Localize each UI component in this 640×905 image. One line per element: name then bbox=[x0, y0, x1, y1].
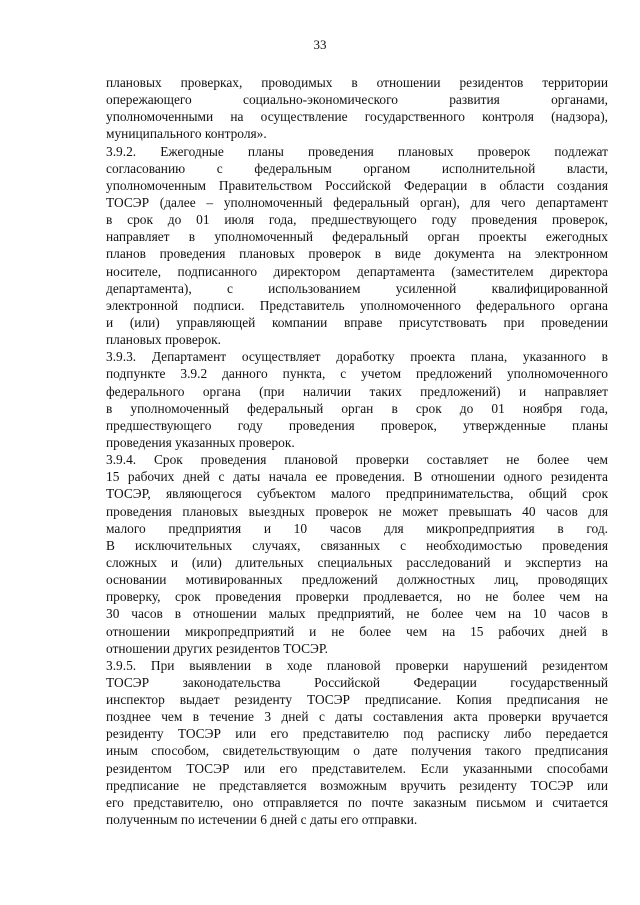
text-line: отношении микропредприятий и не более чем на 15 рабочих дней в bbox=[106, 623, 608, 639]
text-line: резиденту ТОСЭР или его представителю под расписку либо передается bbox=[106, 726, 608, 742]
text-line: департамента), с использованием усиленной квалифицированной bbox=[106, 280, 608, 296]
text-line: электронной подписи. Представитель уполномоченного федерального органа bbox=[106, 297, 608, 313]
text-line: 15 рабочих дней с даты начала ее проведения. В отношении одного резидента bbox=[106, 469, 608, 485]
page-number: 33 bbox=[313, 37, 327, 52]
text-line: 3.9.5. При выявлении в ходе плановой проверки нарушений резидентом bbox=[106, 657, 608, 673]
text-line: проверку, срок проведения проверки продлевается, но не более чем на bbox=[106, 589, 608, 605]
text-line: плановых проверках, проводимых в отношении резидентов территории bbox=[106, 75, 608, 90]
text-line: отношении других резидентов ТОСЭР. bbox=[106, 640, 329, 656]
text-line: резидентом ТОСЭР или его представителем. Если указанными способами bbox=[106, 760, 608, 776]
text-line: ТОСЭР, являющегося субъектом малого предпринимательства, общий срок bbox=[106, 486, 608, 502]
text-line: в срок до 01 июля года, предшествующего году проведения проверок, bbox=[106, 212, 608, 228]
text-line: уполномоченными на осуществление государственного контроля (надзора), bbox=[106, 109, 608, 125]
text-line: плановых проверок. bbox=[106, 332, 222, 348]
text-line: инспектор выдает резиденту ТОСЭР предписание. Копия предписания не bbox=[106, 692, 608, 708]
text-line: позднее чем в течение 3 дней с даты составления акта проверки вручается bbox=[106, 709, 608, 725]
text-line: основании мотивированных предложений должностных лиц, проводящих bbox=[106, 572, 608, 588]
text-line: муниципального контроля». bbox=[106, 126, 267, 142]
text-line: 3.9.2. Ежегодные планы проведения плановых проверок подлежат bbox=[106, 143, 608, 159]
text-line: проведения указанных проверок. bbox=[106, 434, 295, 450]
text-line: 30 часов в отношении малых предприятий, не более чем на 10 часов в bbox=[106, 606, 608, 622]
document-body bbox=[106, 74, 608, 828]
text-line: 3.9.4. Срок проведения плановой проверки составляет не более чем bbox=[106, 452, 608, 468]
text-line: ТОСЭР законодательства Российской Федерации государственный bbox=[106, 674, 608, 690]
text-line: предшествующего году проведения проверок, утвержденные планы bbox=[106, 417, 608, 433]
text-line: предписание не представляется возможным вручить резиденту ТОСЭР или bbox=[106, 777, 608, 793]
text-line: малого предприятия и 10 часов для микропредприятия в год. bbox=[106, 520, 608, 536]
text-line: направляет в уполномоченный федеральный орган проекты ежегодных bbox=[106, 229, 608, 245]
text-line: В исключительных случаях, связанных с необходимостью проведения bbox=[106, 537, 608, 553]
text-line: его представителю, оно отправляется по почте заказным письмом и считается bbox=[106, 794, 608, 810]
text-line: опережающего социально-экономического развития органами, bbox=[106, 92, 608, 108]
text-line: и (или) управляющей компании вправе присутствовать при проведении bbox=[106, 314, 608, 330]
text-line: носителе, подписанного директором департамента (заместителем директора bbox=[106, 263, 608, 279]
text-line: уполномоченным Правительством Российской Федерации в области создания bbox=[106, 177, 608, 193]
text-line: полученным по истечении 6 дней с даты его отправки. bbox=[106, 812, 418, 828]
text-line: 3.9.3. Департамент осуществляет доработку проекта плана, указанного в bbox=[106, 349, 608, 365]
text-line: подпункте 3.9.2 данного пункта, с учетом предложений уполномоченного bbox=[106, 366, 608, 382]
text-line: проведения плановых выездных проверок не может превышать 40 часов для bbox=[106, 503, 608, 519]
text-line: планов проведения плановых проверок в виде документа на электронном bbox=[106, 246, 608, 262]
text-line: иным способом, свидетельствующим о дате получения такого предписания bbox=[106, 743, 608, 759]
text-line: федерального органа (при наличии таких предложений) и направляет bbox=[106, 383, 608, 399]
text-line: ТОСЭР (далее – уполномоченный федеральный орган), для чего департамент bbox=[106, 194, 608, 210]
text-line: в уполномоченный федеральный орган в срок до 01 ноября года, bbox=[106, 400, 608, 416]
text-line: сложных и (или) длительных специальных расследований и экспертиз на bbox=[106, 554, 608, 570]
text-line: согласованию с федеральным органом исполнительной власти, bbox=[106, 160, 608, 176]
